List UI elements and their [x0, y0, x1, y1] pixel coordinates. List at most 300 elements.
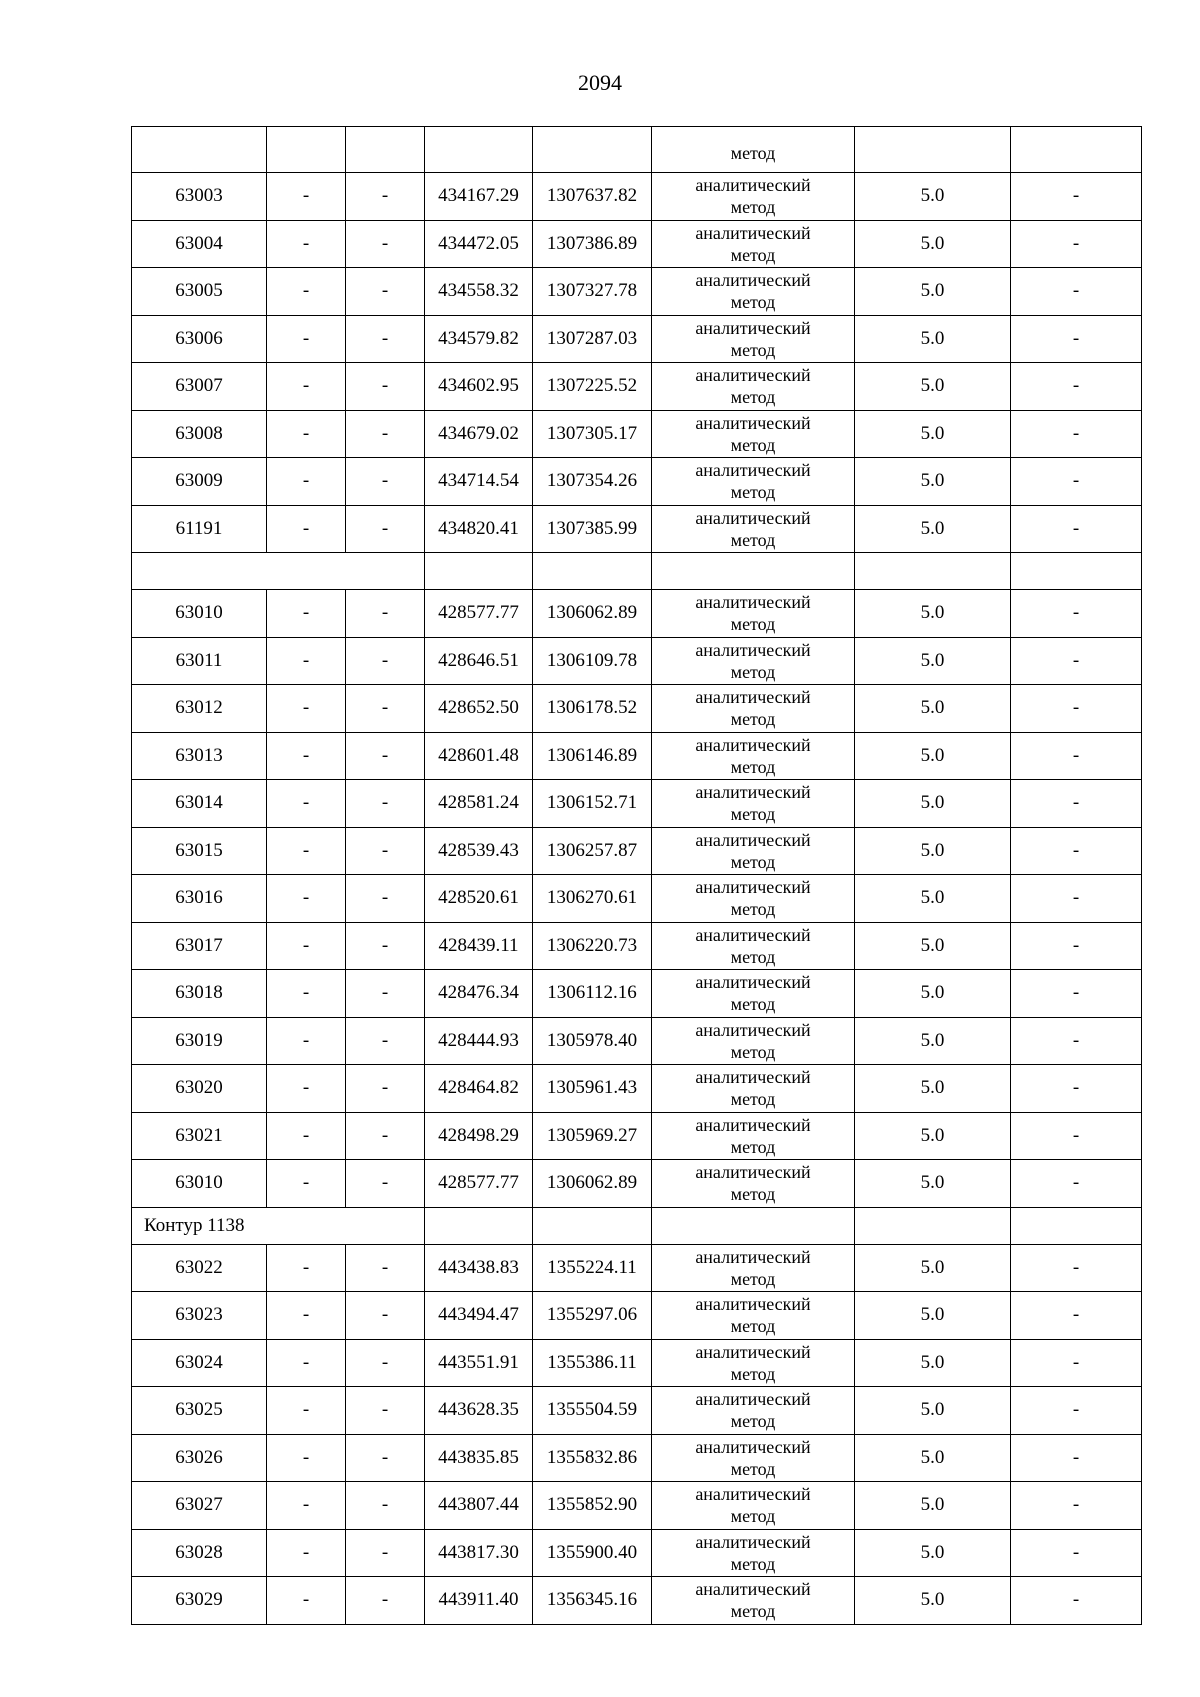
cell-dash: - — [267, 637, 346, 685]
cell-accuracy: 5.0 — [855, 1112, 1011, 1160]
table-row — [132, 780, 1142, 828]
method-line-2: метод — [730, 1553, 776, 1574]
method-line-1: аналитический — [695, 1484, 811, 1505]
cell-point-id: 63010 — [132, 1160, 267, 1208]
continuation-row — [132, 127, 1142, 173]
cell-method — [652, 1529, 855, 1577]
cell-dash: - — [267, 780, 346, 828]
cell-y — [533, 127, 652, 173]
cell-dash: - — [346, 1434, 425, 1482]
cell-accuracy: 5.0 — [855, 220, 1011, 268]
method-line-1: аналитический — [695, 1067, 811, 1088]
cell-blank — [855, 553, 1011, 590]
table-row — [132, 637, 1142, 685]
method-line-2: метод — [730, 1363, 776, 1384]
cell-x: 443817.30 — [425, 1529, 533, 1577]
method-line-1: аналитический — [695, 1246, 811, 1267]
method-line-2: метод — [730, 1136, 776, 1157]
cell-x: 428646.51 — [425, 637, 533, 685]
cell-point-id: 63006 — [132, 315, 267, 363]
method-line-1: аналитический — [695, 972, 811, 993]
cell-accuracy: 5.0 — [855, 1482, 1011, 1530]
cell-dash: - — [1011, 875, 1142, 923]
method-line-2: метод — [730, 1268, 776, 1289]
method-line-2: метод — [730, 529, 776, 550]
cell-dash: - — [346, 922, 425, 970]
cell-accuracy: 5.0 — [855, 637, 1011, 685]
table-row — [132, 1017, 1142, 1065]
cell-dash: - — [346, 1339, 425, 1387]
cell-dash: - — [1011, 1529, 1142, 1577]
cell-blank — [533, 553, 652, 590]
cell-blank — [855, 1207, 1011, 1244]
cell-point-id: 63014 — [132, 780, 267, 828]
cell-dash: - — [1011, 780, 1142, 828]
method-line-2: метод — [730, 1316, 776, 1337]
cell-dash: - — [1011, 637, 1142, 685]
cell-dash: - — [346, 363, 425, 411]
cell-x: 434714.54 — [425, 458, 533, 506]
cell-x: 434167.29 — [425, 173, 533, 221]
cell-dash: - — [1011, 458, 1142, 506]
cell-accuracy: 5.0 — [855, 970, 1011, 1018]
cell-method — [652, 1292, 855, 1340]
method-line-2: метод — [730, 756, 776, 777]
method-line-1: аналитический — [695, 1019, 811, 1040]
cell-dash: - — [346, 875, 425, 923]
cell-method — [652, 363, 855, 411]
cell-accuracy — [855, 127, 1011, 173]
cell-dash: - — [1011, 268, 1142, 316]
cell-x: 428476.34 — [425, 970, 533, 1018]
table-row — [132, 1434, 1142, 1482]
cell-x: 428444.93 — [425, 1017, 533, 1065]
cell-y: 1306109.78 — [533, 637, 652, 685]
cell-point-id: 63025 — [132, 1387, 267, 1435]
cell-x: 443835.85 — [425, 1434, 533, 1482]
cell-dash: - — [346, 1577, 425, 1625]
cell-method — [652, 1017, 855, 1065]
cell-accuracy: 5.0 — [855, 458, 1011, 506]
cell-blank — [533, 1207, 652, 1244]
cell-dash: - — [346, 685, 425, 733]
method-line-1: аналитический — [695, 175, 811, 196]
cell-method — [652, 875, 855, 923]
cell-y: 1307386.89 — [533, 220, 652, 268]
cell-blank — [1011, 127, 1142, 173]
table-row — [132, 1244, 1142, 1292]
cell-accuracy: 5.0 — [855, 505, 1011, 553]
table-row — [132, 173, 1142, 221]
section-row — [132, 1207, 1142, 1244]
cell-method — [652, 1482, 855, 1530]
table-row — [132, 1577, 1142, 1625]
cell-point-id: 63026 — [132, 1434, 267, 1482]
cell-y: 1305969.27 — [533, 1112, 652, 1160]
cell-accuracy: 5.0 — [855, 1529, 1011, 1577]
cell-dash: - — [1011, 1339, 1142, 1387]
method-line-2: метод — [730, 1411, 776, 1432]
cell-dash: - — [1011, 1017, 1142, 1065]
cell-dash: - — [346, 827, 425, 875]
method-line-1: аналитический — [695, 592, 811, 613]
cell-dash: - — [267, 1160, 346, 1208]
cell-x: 434679.02 — [425, 410, 533, 458]
method-line-2: метод — [730, 851, 776, 872]
cell-dash: - — [1011, 173, 1142, 221]
cell-accuracy: 5.0 — [855, 827, 1011, 875]
cell-dash: - — [267, 1339, 346, 1387]
method-line-2: метод — [730, 434, 776, 455]
cell-point-id: 63013 — [132, 732, 267, 780]
cell-dash: - — [1011, 590, 1142, 638]
cell-x: 428601.48 — [425, 732, 533, 780]
cell-x: 434579.82 — [425, 315, 533, 363]
cell-y: 1306220.73 — [533, 922, 652, 970]
cell-accuracy: 5.0 — [855, 875, 1011, 923]
cell-dash: - — [267, 363, 346, 411]
cell-dash: - — [346, 1292, 425, 1340]
method-line-1: аналитический — [695, 1436, 811, 1457]
cell-dash: - — [346, 1160, 425, 1208]
cell-dash: - — [1011, 732, 1142, 780]
cell-method — [652, 268, 855, 316]
cell-point-id: 63008 — [132, 410, 267, 458]
cell-dash: - — [1011, 1292, 1142, 1340]
cell-point-id: 63009 — [132, 458, 267, 506]
cell-accuracy: 5.0 — [855, 1339, 1011, 1387]
cell-y: 1307225.52 — [533, 363, 652, 411]
method-line-2: метод — [730, 1089, 776, 1110]
cell-y: 1355297.06 — [533, 1292, 652, 1340]
cell-accuracy: 5.0 — [855, 780, 1011, 828]
cell-dash: - — [346, 970, 425, 1018]
cell-dash: - — [1011, 1577, 1142, 1625]
cell-x: 428498.29 — [425, 1112, 533, 1160]
cell-y: 1305978.40 — [533, 1017, 652, 1065]
cell-dash: - — [267, 970, 346, 1018]
method-line-2: метод — [730, 709, 776, 730]
cell-accuracy: 5.0 — [855, 1434, 1011, 1482]
cell-point-id: 63024 — [132, 1339, 267, 1387]
table-body — [132, 127, 1142, 1625]
cell-dash: - — [346, 315, 425, 363]
cell-point-id: 63022 — [132, 1244, 267, 1292]
cell-method — [652, 315, 855, 363]
method-line-1: аналитический — [695, 270, 811, 291]
method-line-1: аналитический — [695, 877, 811, 898]
cell-dash: - — [1011, 970, 1142, 1018]
cell-dash: - — [267, 1112, 346, 1160]
cell-y: 1306152.71 — [533, 780, 652, 828]
cell-y: 1306112.16 — [533, 970, 652, 1018]
cell-point-id: 63016 — [132, 875, 267, 923]
table-row — [132, 1292, 1142, 1340]
cell-dash: - — [267, 1387, 346, 1435]
cell-y: 1355900.40 — [533, 1529, 652, 1577]
cell-method — [652, 458, 855, 506]
cell-blank — [346, 127, 425, 173]
cell-point-id: 61191 — [132, 505, 267, 553]
method-line-2: метод — [730, 1458, 776, 1479]
method-line-2: метод — [730, 244, 776, 265]
method-line-1: аналитический — [695, 1162, 811, 1183]
cell-x: 443628.35 — [425, 1387, 533, 1435]
cell-blank — [1011, 1207, 1142, 1244]
cell-dash: - — [1011, 220, 1142, 268]
cell-blank — [652, 1207, 855, 1244]
cell-x: 428652.50 — [425, 685, 533, 733]
cell-accuracy: 5.0 — [855, 922, 1011, 970]
cell-method — [652, 1244, 855, 1292]
method-line-1: аналитический — [695, 317, 811, 338]
coordinates-table — [131, 126, 1142, 1625]
cell-y: 1307327.78 — [533, 268, 652, 316]
table-row — [132, 590, 1142, 638]
cell-x: 428577.77 — [425, 590, 533, 638]
cell-x: 428539.43 — [425, 827, 533, 875]
cell-dash: - — [1011, 1160, 1142, 1208]
table-row — [132, 410, 1142, 458]
table-row — [132, 315, 1142, 363]
cell-point-id: 63010 — [132, 590, 267, 638]
method-line-1: аналитический — [695, 412, 811, 433]
cell-dash: - — [267, 1292, 346, 1340]
cell-point-id: 63007 — [132, 363, 267, 411]
cell-accuracy: 5.0 — [855, 590, 1011, 638]
method-line-1: аналитический — [695, 1114, 811, 1135]
cell-method — [652, 590, 855, 638]
cell-dash: - — [1011, 505, 1142, 553]
cell-dash: - — [1011, 1482, 1142, 1530]
method-line-2: метод — [730, 292, 776, 313]
cell-dash: - — [1011, 1065, 1142, 1113]
cell-x: 443807.44 — [425, 1482, 533, 1530]
cell-y: 1307354.26 — [533, 458, 652, 506]
cell-method — [652, 410, 855, 458]
cell-method — [652, 220, 855, 268]
cell-point-id: 63004 — [132, 220, 267, 268]
cell-x: 428520.61 — [425, 875, 533, 923]
section-label: Контур 1138 — [132, 1207, 425, 1244]
cell-accuracy: 5.0 — [855, 1065, 1011, 1113]
cell-point-id: 63003 — [132, 173, 267, 221]
cell-method — [652, 827, 855, 875]
method-line-1: аналитический — [695, 687, 811, 708]
table-row — [132, 1160, 1142, 1208]
cell-dash: - — [346, 590, 425, 638]
cell-x: 434558.32 — [425, 268, 533, 316]
method-line-1: аналитический — [695, 829, 811, 850]
method-line-2: метод — [730, 661, 776, 682]
cell-y: 1307287.03 — [533, 315, 652, 363]
cell-y: 1356345.16 — [533, 1577, 652, 1625]
cell-point-id: 63027 — [132, 1482, 267, 1530]
cell-method — [652, 970, 855, 1018]
method-line-2: метод — [730, 946, 776, 967]
table-row — [132, 1112, 1142, 1160]
cell-y: 1305961.43 — [533, 1065, 652, 1113]
cell-y: 1355852.90 — [533, 1482, 652, 1530]
cell-accuracy: 5.0 — [855, 1387, 1011, 1435]
cell-method — [652, 1065, 855, 1113]
cell-x: 428439.11 — [425, 922, 533, 970]
cell-y: 1306146.89 — [533, 732, 652, 780]
cell-dash: - — [267, 1244, 346, 1292]
method-line-2: метод — [730, 1601, 776, 1622]
cell-dash: - — [267, 315, 346, 363]
method-line-1: аналитический — [695, 1341, 811, 1362]
table-row — [132, 1529, 1142, 1577]
method-line-2: метод — [730, 339, 776, 360]
cell-dash: - — [267, 1065, 346, 1113]
table-row — [132, 875, 1142, 923]
cell-dash: - — [346, 780, 425, 828]
cell-dash: - — [267, 410, 346, 458]
cell-point-id: 63021 — [132, 1112, 267, 1160]
method-line-2: метод — [730, 994, 776, 1015]
cell-dash: - — [346, 173, 425, 221]
cell-method — [652, 1339, 855, 1387]
cell-blank — [425, 553, 533, 590]
method-line-1: аналитический — [695, 782, 811, 803]
table-row — [132, 1387, 1142, 1435]
cell-dash: - — [267, 685, 346, 733]
cell-y: 1355504.59 — [533, 1387, 652, 1435]
cell-accuracy: 5.0 — [855, 685, 1011, 733]
cell-method — [652, 1160, 855, 1208]
cell-accuracy: 5.0 — [855, 1160, 1011, 1208]
cell-x: 428577.77 — [425, 1160, 533, 1208]
cell-x: 443438.83 — [425, 1244, 533, 1292]
cell-blank — [1011, 553, 1142, 590]
cell-dash: - — [346, 1387, 425, 1435]
cell-dash: - — [1011, 827, 1142, 875]
cell-point-id — [132, 127, 267, 173]
cell-y: 1307305.17 — [533, 410, 652, 458]
cell-point-id: 63020 — [132, 1065, 267, 1113]
cell-dash: - — [346, 1017, 425, 1065]
cell-dash: - — [346, 1482, 425, 1530]
cell-dash: - — [267, 458, 346, 506]
table-row — [132, 220, 1142, 268]
method-line-1: аналитический — [695, 365, 811, 386]
table-row — [132, 970, 1142, 1018]
cell-point-id: 63005 — [132, 268, 267, 316]
cell-dash: - — [346, 1112, 425, 1160]
table-row — [132, 458, 1142, 506]
cell-blank — [425, 1207, 533, 1244]
cell-y: 1307385.99 — [533, 505, 652, 553]
cell-accuracy: 5.0 — [855, 1292, 1011, 1340]
method-line-2: метод — [730, 804, 776, 825]
page-number: 2094 — [578, 70, 622, 95]
cell-accuracy: 5.0 — [855, 173, 1011, 221]
cell-dash: - — [267, 827, 346, 875]
cell-point-id: 63029 — [132, 1577, 267, 1625]
cell-blank — [267, 127, 346, 173]
separator-row — [132, 553, 1142, 590]
cell-dash: - — [267, 505, 346, 553]
cell-method — [652, 922, 855, 970]
cell-x: 428464.82 — [425, 1065, 533, 1113]
cell-accuracy: 5.0 — [855, 732, 1011, 780]
table-row — [132, 1482, 1142, 1530]
cell-dash: - — [346, 458, 425, 506]
method-line-1: аналитический — [695, 1294, 811, 1315]
cell-dash: - — [267, 173, 346, 221]
method-line-1: аналитический — [695, 222, 811, 243]
method-line-1: аналитический — [695, 460, 811, 481]
cell-y: 1355224.11 — [533, 1244, 652, 1292]
cell-method — [652, 1577, 855, 1625]
cell-dash: - — [267, 1017, 346, 1065]
cell-x: 443494.47 — [425, 1292, 533, 1340]
cell-method — [652, 505, 855, 553]
cell-accuracy: 5.0 — [855, 315, 1011, 363]
cell-x: 428581.24 — [425, 780, 533, 828]
cell-dash: - — [1011, 922, 1142, 970]
method-line-2: метод — [730, 1184, 776, 1205]
cell-accuracy: 5.0 — [855, 1017, 1011, 1065]
cell-dash: - — [267, 268, 346, 316]
cell-dash: - — [267, 922, 346, 970]
cell-blank — [652, 553, 855, 590]
cell-x: 434820.41 — [425, 505, 533, 553]
cell-dash: - — [1011, 363, 1142, 411]
cell-method — [652, 1112, 855, 1160]
cell-y: 1306062.89 — [533, 590, 652, 638]
cell-y: 1306257.87 — [533, 827, 652, 875]
method-line-1: аналитический — [695, 1579, 811, 1600]
cell-dash: - — [346, 268, 425, 316]
cell-method — [652, 780, 855, 828]
cell-method — [652, 637, 855, 685]
cell-y: 1355386.11 — [533, 1339, 652, 1387]
cell-y: 1307637.82 — [533, 173, 652, 221]
table-row — [132, 363, 1142, 411]
cell-accuracy: 5.0 — [855, 363, 1011, 411]
cell-accuracy: 5.0 — [855, 1244, 1011, 1292]
cell-dash: - — [1011, 685, 1142, 733]
cell-accuracy: 5.0 — [855, 410, 1011, 458]
method-line-2: метод — [730, 614, 776, 635]
table-row — [132, 268, 1142, 316]
table-row — [132, 1339, 1142, 1387]
cell-point-id: 63019 — [132, 1017, 267, 1065]
cell-dash: - — [346, 637, 425, 685]
method-line-1: аналитический — [695, 1389, 811, 1410]
cell-x: 443911.40 — [425, 1577, 533, 1625]
section-label — [132, 553, 425, 590]
method-line-2: метод — [730, 1506, 776, 1527]
cell-x: 434472.05 — [425, 220, 533, 268]
cell-method — [652, 1387, 855, 1435]
cell-dash: - — [267, 1434, 346, 1482]
cell-dash: - — [1011, 410, 1142, 458]
cell-dash: - — [346, 1065, 425, 1113]
method-line-1: аналитический — [695, 1531, 811, 1552]
cell-dash: - — [267, 220, 346, 268]
cell-dash: - — [1011, 315, 1142, 363]
cell-y: 1306270.61 — [533, 875, 652, 923]
cell-dash: - — [267, 1482, 346, 1530]
method-line-2: метод — [730, 387, 776, 408]
method-line-2: метод — [730, 1041, 776, 1062]
cell-dash: - — [346, 505, 425, 553]
table-row — [132, 827, 1142, 875]
cell-y: 1306062.89 — [533, 1160, 652, 1208]
